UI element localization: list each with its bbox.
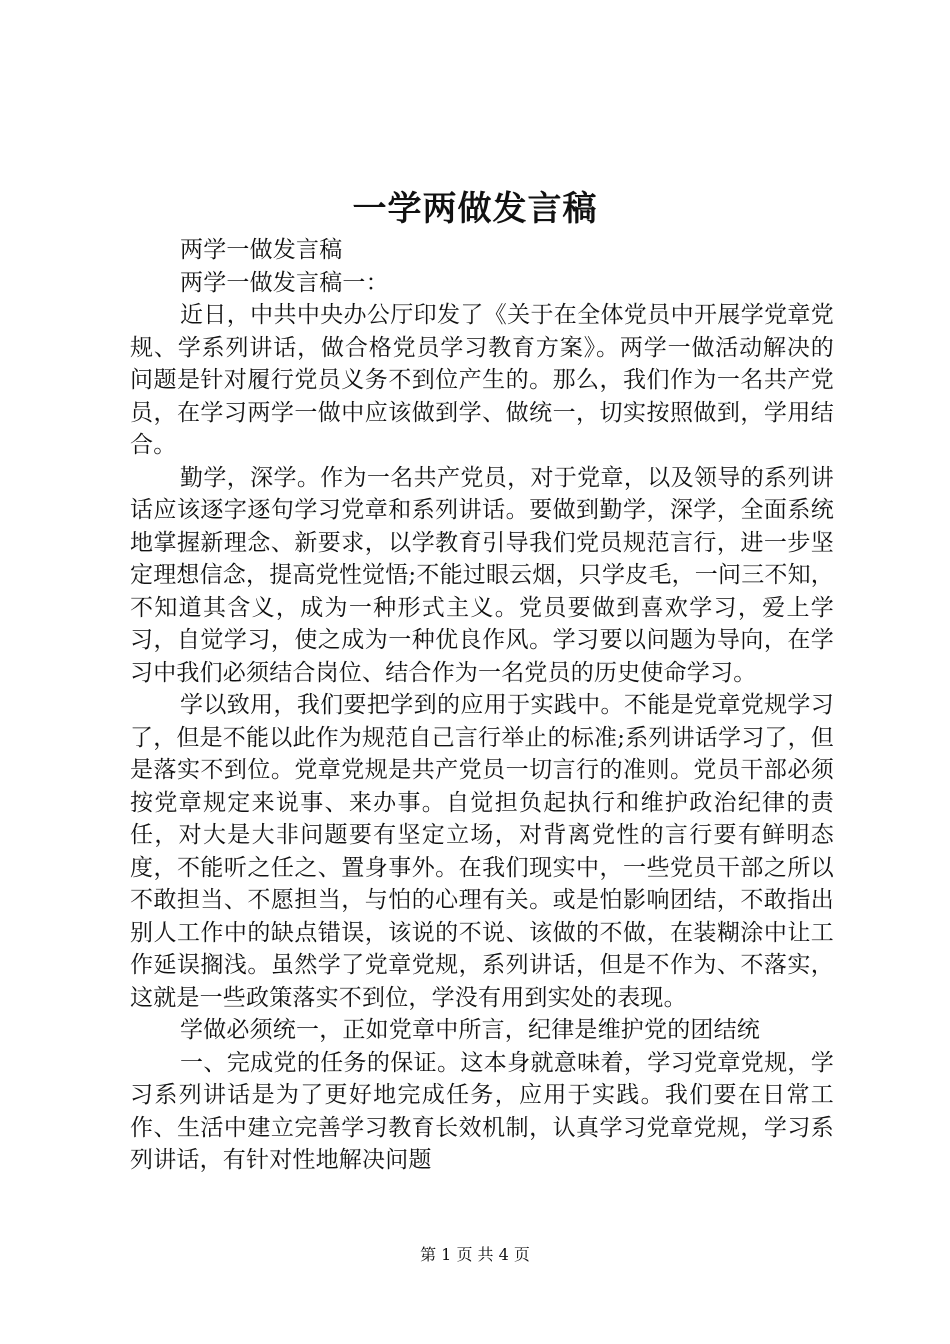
- paragraph-2: 两学一做发言稿一：: [180, 269, 389, 296]
- document-body: [130, 234, 834, 1177]
- page-footer: 第 1 页 共 4 页: [420, 1245, 530, 1264]
- document-title: 一学两做发言稿: [352, 189, 598, 229]
- paragraph-3: 近日，中共中央办公厅印发了《关于在全体党员中开展学党章党规、学系列讲话，做合格党员学习教育方案》。两学一做活动解决的问题是针对履行党员义务不到位产生的。那么，我们作为一名共产党员，在学习两学一做中应该做到学、做统一，切实按照做到，学用结合。: [130, 302, 834, 458]
- paragraph-6: 学做必须统一，正如党章中所言，纪律是维护党的团结统: [180, 1017, 760, 1043]
- paragraph-5: 学以致用，我们要把学到的应用于实践中。不能是党章党规学习了，但是不能以此作为规范自己言行举止的标准;系列讲话学习了，但是落实不到位。党章党规是共产党员一切言行的准则。党员干部必须按党章规定来说事、来办事。自觉担负起执行和维护政治纪律的责任，对大是大非问题要有坚定立场，对背离党性的言行要有鲜明态度，不能听之任之、置身事外。在我们现实中，一些党员干部之所以不敢担当、不愿担当，与怕的心理有关。或是怕影响团结，不敢指出别人工作中的缺点错误，该说的不说、该做的不做，在装糊涂中让工作延误搁浅。虽然学了党章党规，系列讲话，但是不作为、不落实，这就是一些政策落实不到位，学没有用到实处的表现。: [130, 692, 834, 1011]
- paragraph-4: 勤学，深学。作为一名共产党员，对于党章，以及领导的系列讲话应该逐字逐句学习党章和系列讲话。要做到勤学，深学，全面系统地掌握新理念、新要求，以学教育引导我们党员规范言行，进一步坚定理想信念，提高党性觉悟;不能过眼云烟，只学皮毛，一问三不知，不知道其含义，成为一种形式主义。党员要做到喜欢学习，爱上学习，自觉学习，使之成为一种优良作风。学习要以问题为导向，在学习中我们必须结合岗位、结合作为一名党员的历史使命学习。: [130, 464, 834, 686]
- paragraph-7: 一、完成党的任务的保证。这本身就意味着，学习党章党规，学习系列讲话是为了更好地完成任务，应用于实践。我们要在日常工作、生活中建立完善学习教育长效机制，认真学习党章党规，学习系列讲话，有针对性地解决问题: [130, 1049, 834, 1173]
- paragraph-1: 两学一做发言稿: [180, 237, 343, 263]
